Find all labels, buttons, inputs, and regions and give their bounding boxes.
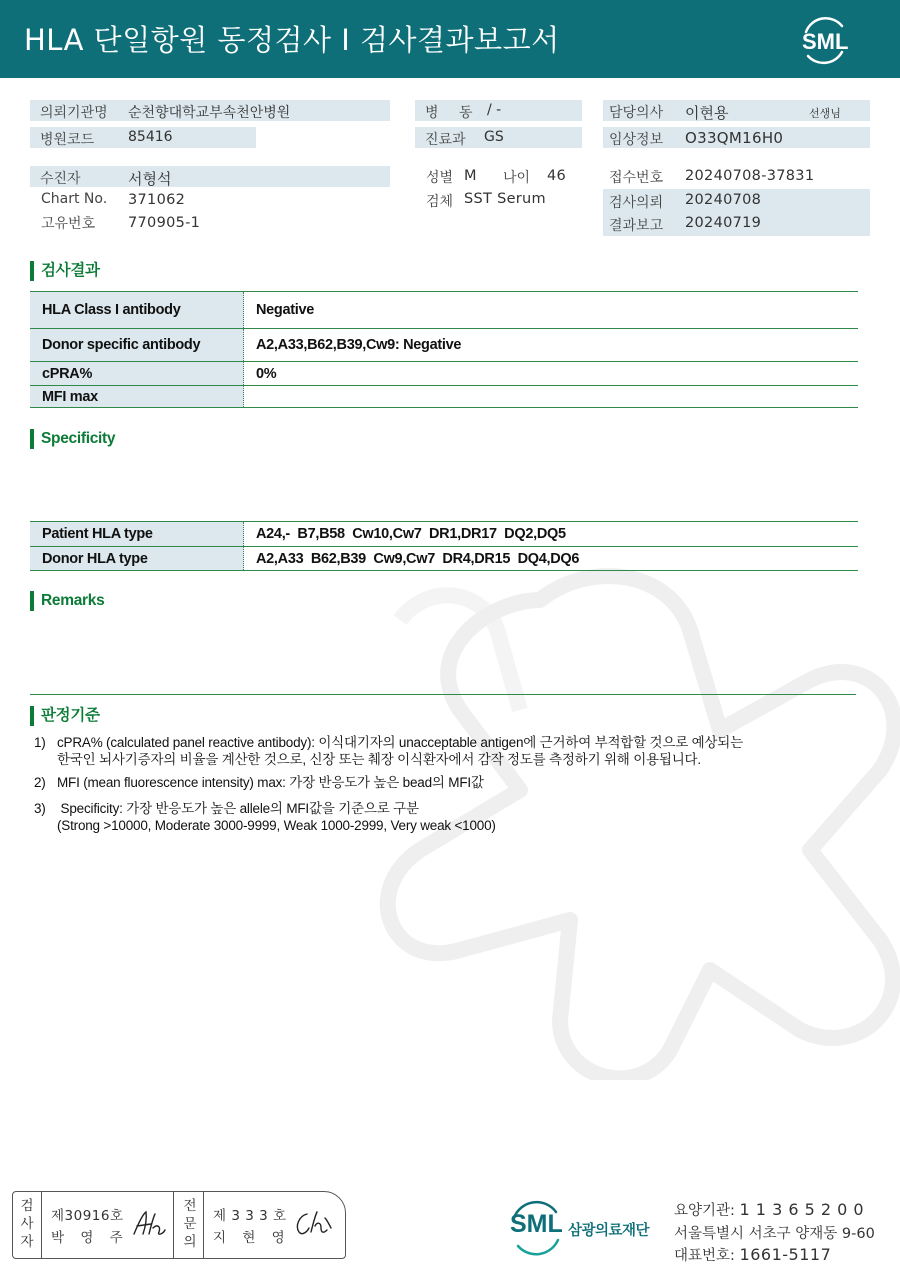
examiner-vertical-label xyxy=(16,1192,38,1258)
examiner-label-char: 자 xyxy=(20,1234,34,1250)
hospital-code-field xyxy=(30,127,256,148)
reported-label: 결과보고 xyxy=(609,218,664,234)
criteria-line: Specificity: 가장 반응도가 높은 allele의 MFI값을 기준으로 구분 xyxy=(57,801,419,816)
ward-value: / - xyxy=(487,102,502,118)
phone-number: 1661-5117 xyxy=(739,1245,832,1264)
hla-type-value: A24,- B7,B58 Cw10,Cw7 DR1,DR17 DQ2,DQ5 xyxy=(244,522,859,547)
criteria-number: 3) xyxy=(34,801,46,816)
table-row xyxy=(30,292,858,329)
result-key: Donor specific antibody xyxy=(30,329,244,362)
criteria-line: cPRA% (calculated panel reactive antibody): 이식대기자의 unacceptable antigen에 근거하여 부적합할 것으로 예상되는 xyxy=(57,735,743,750)
examiner-label-char: 사 xyxy=(20,1216,34,1232)
phone xyxy=(674,1244,831,1265)
hla-type-table xyxy=(30,521,858,571)
patient-name-label: 수진자 xyxy=(40,171,81,187)
examiner-name: 박 영 주 xyxy=(51,1230,129,1246)
result-key: cPRA% xyxy=(30,362,244,386)
table-row xyxy=(30,547,858,571)
divider xyxy=(41,1192,42,1258)
specimen-value: SST Serum xyxy=(464,191,546,207)
result-key: MFI max xyxy=(30,386,244,408)
list-item xyxy=(34,734,854,768)
doctor-suffix: 선생님 xyxy=(809,107,841,120)
results-section-title: 검사결과 xyxy=(30,261,100,281)
specialist-signature-icon xyxy=(293,1208,333,1240)
divider xyxy=(173,1192,174,1258)
age-label: 나이 xyxy=(503,170,531,186)
result-value: A2,A33,B62,B39,Cw9: Negative xyxy=(244,329,859,362)
doctor-field xyxy=(603,100,870,121)
patient-name-value: 서형석 xyxy=(128,170,172,188)
criteria-number: 2) xyxy=(34,775,46,790)
department-value: GS xyxy=(484,129,504,145)
requested-value: 20240708 xyxy=(685,192,762,208)
sml-footer-logo-text: SML xyxy=(510,1210,563,1238)
clinical-info-label: 임상정보 xyxy=(609,132,664,148)
ward-field xyxy=(415,100,582,121)
table-row xyxy=(30,522,858,547)
age-value: 46 xyxy=(547,168,567,184)
report-header xyxy=(0,0,900,78)
specificity-section-title: Specificity xyxy=(30,429,115,449)
chart-no-value: 371062 xyxy=(128,192,186,208)
accession-label: 접수번호 xyxy=(609,170,664,186)
result-key: HLA Class I antibody xyxy=(30,292,244,329)
organization-name: 삼광의료재단 xyxy=(568,1223,650,1239)
examiner-label-char: 검 xyxy=(20,1198,34,1214)
institution-label: 의뢰기관명 xyxy=(40,105,108,121)
table-row xyxy=(30,362,858,386)
specialist-label-char: 의 xyxy=(183,1234,197,1250)
result-value xyxy=(244,386,859,408)
address: 서울특별시 서초구 양재동 9-60 xyxy=(674,1226,875,1242)
care-institution-number: 1 1 3 6 5 2 0 0 xyxy=(739,1200,865,1219)
divider xyxy=(203,1192,204,1258)
list-item xyxy=(34,774,854,791)
institution-value: 순천향대학교부속천안병원 xyxy=(128,105,291,121)
specialist-license: 제 3 3 3 호 xyxy=(213,1208,287,1224)
ward-label: 병 동 xyxy=(425,105,481,121)
sex-label: 성별 xyxy=(426,170,454,186)
specialist-vertical-label xyxy=(179,1192,201,1258)
clinical-info-value: O33QM16H0 xyxy=(685,129,784,147)
result-value: 0% xyxy=(244,362,859,386)
sml-logo-text: SML xyxy=(802,29,849,54)
specimen-label: 검체 xyxy=(426,194,454,210)
criteria-line: 한국인 뇌사기증자의 비율을 계산한 것으로, 신장 또는 췌장 이식환자에서 감작 정도를 측정하기 위해 이용됩니다. xyxy=(57,752,701,767)
examiner-signature-icon xyxy=(131,1208,167,1240)
phone-label: 대표번호: xyxy=(674,1248,735,1264)
signature-box xyxy=(12,1191,346,1259)
care-institution-label: 요양기관: xyxy=(674,1203,735,1219)
hla-type-key: Donor HLA type xyxy=(30,547,244,571)
sml-footer-logo xyxy=(510,1200,660,1256)
unique-id-label: 고유번호 xyxy=(41,216,96,232)
hla-type-value: A2,A33 B62,B39 Cw9,Cw7 DR4,DR15 DQ4,DQ6 xyxy=(244,547,859,571)
hospital-code-value: 85416 xyxy=(128,129,173,145)
specialist-name: 지 현 영 xyxy=(213,1230,291,1246)
examiner-license: 제30916호 xyxy=(51,1208,124,1224)
criteria-section-title: 판정기준 xyxy=(30,706,100,726)
care-institution xyxy=(674,1199,864,1220)
doctor-value: 이현용 xyxy=(685,104,729,122)
department-label: 진료과 xyxy=(425,132,466,148)
criteria-line: (Strong >10000, Moderate 3000-9999, Weak 1000-2999, Very weak <1000) xyxy=(57,818,496,833)
patient-name-field xyxy=(30,166,390,187)
dates-field xyxy=(603,189,870,236)
hospital-code-label: 병원코드 xyxy=(40,132,95,148)
reported-value: 20240719 xyxy=(685,215,762,231)
accession-value: 20240708-37831 xyxy=(685,168,815,184)
results-table xyxy=(30,291,858,408)
institution-field xyxy=(30,100,390,121)
doctor-label: 담당의사 xyxy=(609,105,664,121)
chart-no-label: Chart No. xyxy=(41,191,108,207)
specialist-label-char: 문 xyxy=(183,1216,197,1232)
requested-label: 검사의뢰 xyxy=(609,195,664,211)
criteria-number: 1) xyxy=(34,735,46,750)
table-row xyxy=(30,329,858,362)
table-row xyxy=(30,386,858,408)
sex-value: M xyxy=(464,168,477,184)
sml-logo xyxy=(796,12,852,68)
hla-type-key: Patient HLA type xyxy=(30,522,244,547)
result-value: Negative xyxy=(244,292,859,329)
remarks-section-title: Remarks xyxy=(30,591,104,611)
unique-id-value: 770905-1 xyxy=(128,215,201,231)
criteria-list xyxy=(34,734,854,840)
report-title: HLA 단일항원 동정검사 I 검사결과보고서 xyxy=(24,23,560,57)
clinical-info-field xyxy=(603,127,870,148)
criteria-line: MFI (mean fluorescence intensity) max: 가장 반응도가 높은 bead의 MFI값 xyxy=(57,775,484,790)
list-item xyxy=(34,800,854,834)
specialist-label-char: 전 xyxy=(183,1198,197,1214)
remarks-divider xyxy=(30,694,856,695)
department-field xyxy=(415,127,582,148)
